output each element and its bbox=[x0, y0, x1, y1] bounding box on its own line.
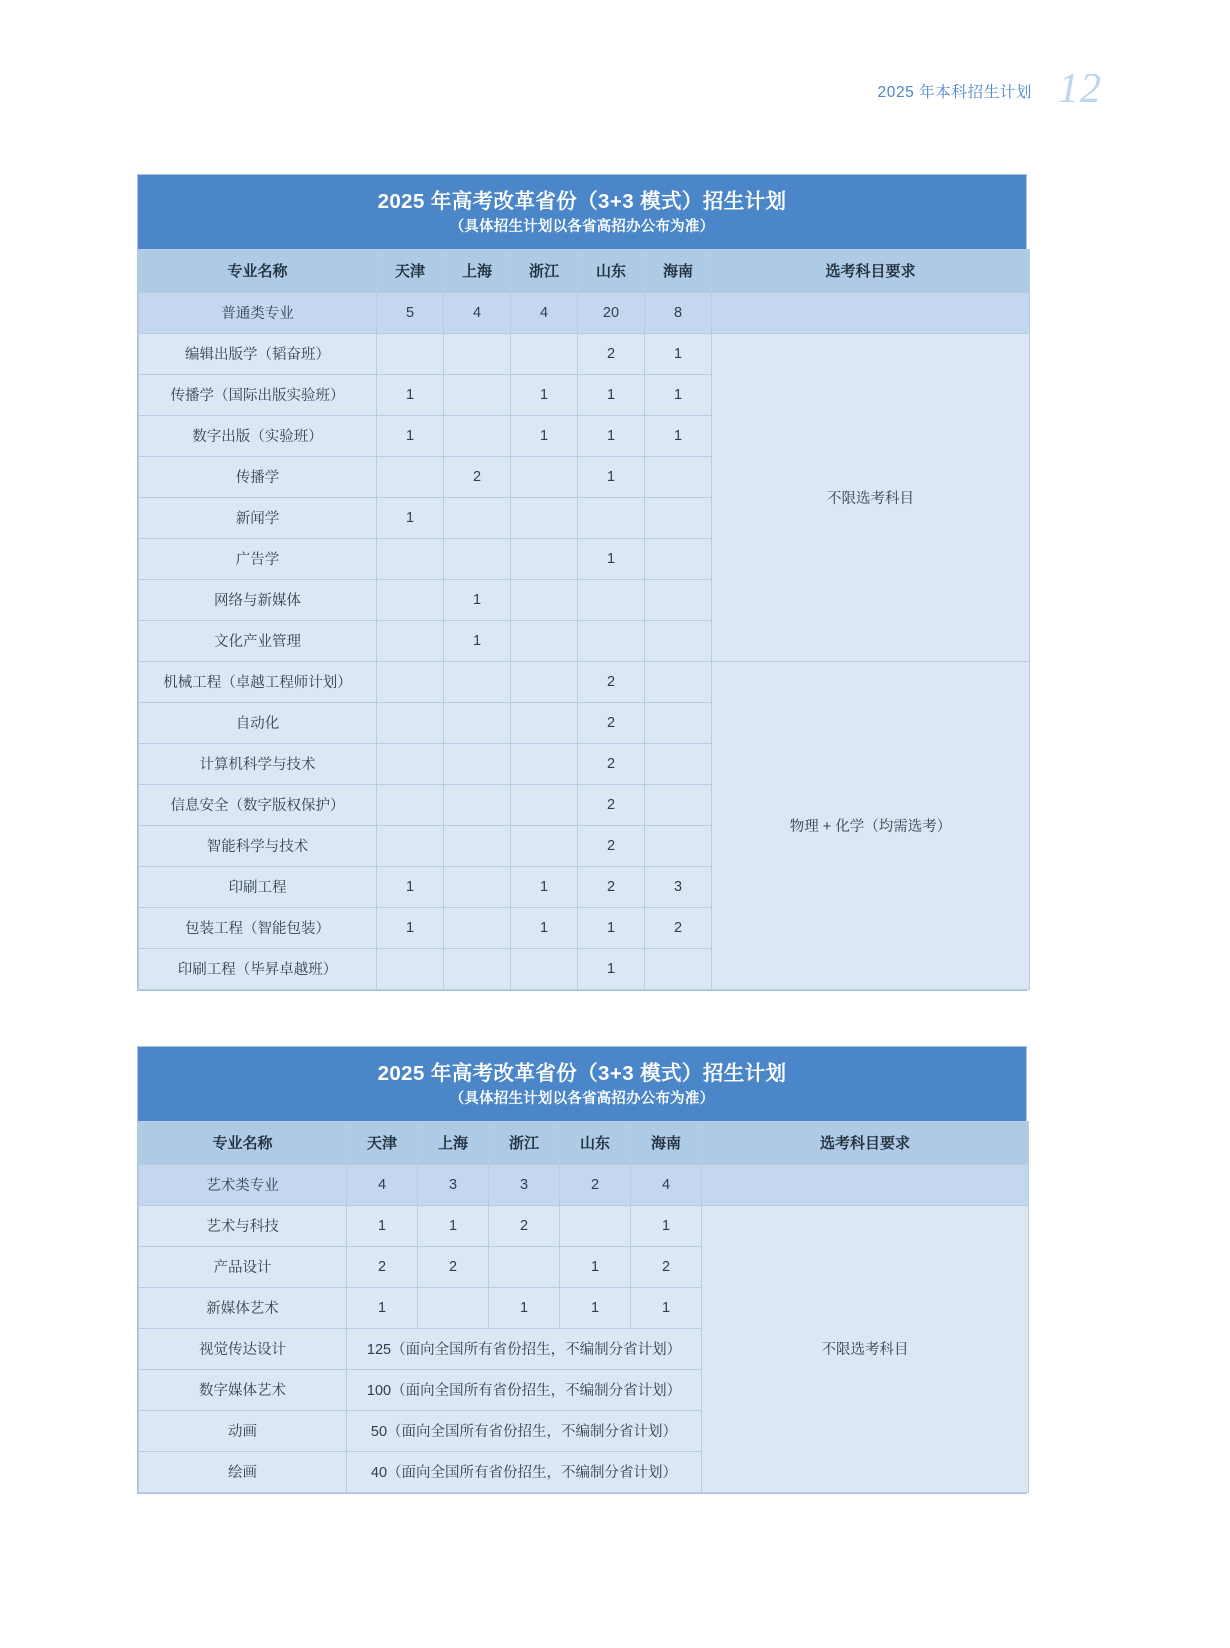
column-header-requirement: 选考科目要求 bbox=[712, 249, 1030, 292]
summary-hainan: 4 bbox=[631, 1164, 702, 1205]
cell-shandong: 1 bbox=[578, 948, 645, 989]
table-header-row bbox=[139, 249, 1030, 292]
cell-zhejiang: 1 bbox=[511, 415, 578, 456]
cell-shanghai bbox=[444, 702, 511, 743]
table-block-general-majors bbox=[137, 174, 1027, 991]
major-name: 机械工程（卓越工程师计划） bbox=[139, 661, 377, 702]
summary-zhejiang: 4 bbox=[511, 292, 578, 333]
cell-shanghai: 2 bbox=[418, 1246, 489, 1287]
cell-zhejiang: 2 bbox=[489, 1205, 560, 1246]
column-header-shandong: 山东 bbox=[578, 249, 645, 292]
major-name: 数字出版（实验班） bbox=[139, 415, 377, 456]
cell-zhejiang bbox=[511, 743, 578, 784]
cell-shanghai bbox=[444, 333, 511, 374]
summary-zhejiang: 3 bbox=[489, 1164, 560, 1205]
cell-hainan bbox=[645, 579, 712, 620]
cell-shanghai bbox=[444, 415, 511, 456]
major-name: 产品设计 bbox=[139, 1246, 347, 1287]
column-header-tianjin: 天津 bbox=[377, 249, 444, 292]
cell-zhejiang bbox=[511, 579, 578, 620]
table-title-1 bbox=[138, 175, 1026, 249]
cell-shandong: 1 bbox=[578, 374, 645, 415]
cell-shanghai bbox=[444, 866, 511, 907]
column-header-major: 专业名称 bbox=[139, 249, 377, 292]
cell-shanghai bbox=[444, 374, 511, 415]
column-header-zhejiang: 浙江 bbox=[511, 249, 578, 292]
cell-tianjin: 1 bbox=[377, 415, 444, 456]
cell-shandong: 2 bbox=[578, 702, 645, 743]
cell-shandong: 2 bbox=[578, 866, 645, 907]
cell-shandong bbox=[578, 497, 645, 538]
cell-tianjin bbox=[377, 661, 444, 702]
cell-shandong: 2 bbox=[578, 784, 645, 825]
cell-shandong bbox=[578, 579, 645, 620]
cell-tianjin: 1 bbox=[377, 866, 444, 907]
national-plan-note: 125（面向全国所有省份招生，不编制分省计划） bbox=[347, 1328, 702, 1369]
cell-shanghai bbox=[418, 1287, 489, 1328]
cell-shandong bbox=[560, 1205, 631, 1246]
cell-tianjin: 1 bbox=[377, 497, 444, 538]
cell-tianjin bbox=[377, 456, 444, 497]
cell-shandong: 2 bbox=[578, 825, 645, 866]
column-header-shanghai: 上海 bbox=[444, 249, 511, 292]
table-title-sub: （具体招生计划以各省高招办公布为准） bbox=[449, 1090, 715, 1107]
summary-tianjin: 4 bbox=[347, 1164, 418, 1205]
table-title-2 bbox=[138, 1047, 1026, 1121]
cell-tianjin bbox=[377, 743, 444, 784]
cell-tianjin: 2 bbox=[347, 1246, 418, 1287]
cell-tianjin bbox=[377, 579, 444, 620]
cell-hainan bbox=[645, 784, 712, 825]
major-name: 动画 bbox=[139, 1410, 347, 1451]
table-header-row bbox=[139, 1121, 1029, 1164]
cell-shanghai bbox=[444, 825, 511, 866]
cell-tianjin bbox=[377, 620, 444, 661]
cell-hainan: 2 bbox=[645, 907, 712, 948]
cell-hainan bbox=[645, 456, 712, 497]
cell-shandong: 2 bbox=[578, 743, 645, 784]
summary-shanghai: 3 bbox=[418, 1164, 489, 1205]
cell-zhejiang: 1 bbox=[511, 866, 578, 907]
requirement-cell-unrestricted: 不限选考科目 bbox=[712, 333, 1030, 661]
cell-tianjin bbox=[377, 538, 444, 579]
cell-zhejiang bbox=[511, 702, 578, 743]
cell-zhejiang bbox=[511, 661, 578, 702]
table-row bbox=[139, 661, 1030, 702]
major-name: 包装工程（智能包装） bbox=[139, 907, 377, 948]
major-name: 自动化 bbox=[139, 702, 377, 743]
cell-tianjin bbox=[377, 702, 444, 743]
cell-shandong: 2 bbox=[578, 333, 645, 374]
admission-plan-table-1 bbox=[138, 249, 1030, 990]
cell-hainan: 3 bbox=[645, 866, 712, 907]
table-row bbox=[139, 333, 1030, 374]
major-name: 编辑出版学（韬奋班） bbox=[139, 333, 377, 374]
cell-shandong bbox=[578, 620, 645, 661]
cell-hainan: 1 bbox=[645, 374, 712, 415]
requirement-cell-physics-chemistry: 物理 + 化学（均需选考） bbox=[712, 661, 1030, 989]
summary-hainan: 8 bbox=[645, 292, 712, 333]
table-title-sub: （具体招生计划以各省高招办公布为准） bbox=[449, 218, 715, 235]
cell-hainan: 1 bbox=[645, 333, 712, 374]
table-row bbox=[139, 1205, 1029, 1246]
cell-zhejiang bbox=[511, 497, 578, 538]
cell-shandong: 1 bbox=[560, 1246, 631, 1287]
cell-tianjin: 1 bbox=[377, 374, 444, 415]
national-plan-note: 50（面向全国所有省份招生，不编制分省计划） bbox=[347, 1410, 702, 1451]
cell-shanghai bbox=[444, 538, 511, 579]
cell-shanghai bbox=[444, 907, 511, 948]
cell-zhejiang bbox=[511, 825, 578, 866]
major-name: 智能科学与技术 bbox=[139, 825, 377, 866]
requirement-cell-unrestricted: 不限选考科目 bbox=[702, 1205, 1029, 1492]
cell-shanghai bbox=[444, 948, 511, 989]
column-header-shanghai: 上海 bbox=[418, 1121, 489, 1164]
major-name: 视觉传达设计 bbox=[139, 1328, 347, 1369]
cell-hainan bbox=[645, 538, 712, 579]
summary-label: 艺术类专业 bbox=[139, 1164, 347, 1205]
cell-shanghai bbox=[444, 743, 511, 784]
cell-zhejiang bbox=[511, 620, 578, 661]
cell-shandong: 2 bbox=[578, 661, 645, 702]
column-header-major: 专业名称 bbox=[139, 1121, 347, 1164]
table-title-main: 2025 年高考改革省份（3+3 模式）招生计划 bbox=[377, 190, 787, 213]
table-block-art-majors bbox=[137, 1046, 1027, 1494]
cell-zhejiang bbox=[511, 333, 578, 374]
cell-zhejiang bbox=[511, 784, 578, 825]
major-name: 印刷工程（毕昇卓越班） bbox=[139, 948, 377, 989]
cell-hainan bbox=[645, 702, 712, 743]
cell-shandong: 1 bbox=[578, 538, 645, 579]
cell-hainan bbox=[645, 948, 712, 989]
column-header-hainan: 海南 bbox=[631, 1121, 702, 1164]
major-name: 网络与新媒体 bbox=[139, 579, 377, 620]
cell-shanghai bbox=[444, 661, 511, 702]
major-name: 计算机科学与技术 bbox=[139, 743, 377, 784]
national-plan-note: 100（面向全国所有省份招生，不编制分省计划） bbox=[347, 1369, 702, 1410]
cell-shandong: 1 bbox=[560, 1287, 631, 1328]
cell-shanghai: 1 bbox=[418, 1205, 489, 1246]
major-name: 新闻学 bbox=[139, 497, 377, 538]
column-header-zhejiang: 浙江 bbox=[489, 1121, 560, 1164]
cell-hainan bbox=[645, 497, 712, 538]
cell-shanghai: 1 bbox=[444, 579, 511, 620]
major-name: 绘画 bbox=[139, 1451, 347, 1492]
cell-shandong: 1 bbox=[578, 907, 645, 948]
table-row-summary bbox=[139, 292, 1030, 333]
cell-hainan bbox=[645, 620, 712, 661]
cell-zhejiang bbox=[511, 538, 578, 579]
cell-zhejiang: 1 bbox=[511, 374, 578, 415]
national-plan-note: 40（面向全国所有省份招生，不编制分省计划） bbox=[347, 1451, 702, 1492]
cell-zhejiang bbox=[489, 1246, 560, 1287]
major-name: 传播学（国际出版实验班） bbox=[139, 374, 377, 415]
major-name: 数字媒体艺术 bbox=[139, 1369, 347, 1410]
major-name: 信息安全（数字版权保护） bbox=[139, 784, 377, 825]
column-header-tianjin: 天津 bbox=[347, 1121, 418, 1164]
cell-tianjin bbox=[377, 825, 444, 866]
cell-zhejiang bbox=[511, 456, 578, 497]
page-header bbox=[878, 68, 1103, 110]
column-header-shandong: 山东 bbox=[560, 1121, 631, 1164]
cell-hainan bbox=[645, 825, 712, 866]
admission-plan-table-2 bbox=[138, 1121, 1029, 1493]
cell-hainan: 1 bbox=[631, 1205, 702, 1246]
cell-tianjin: 1 bbox=[347, 1205, 418, 1246]
summary-requirement-blank bbox=[702, 1164, 1029, 1205]
major-name: 新媒体艺术 bbox=[139, 1287, 347, 1328]
page-header-title: 2025 年本科招生计划 bbox=[877, 83, 1032, 101]
cell-zhejiang bbox=[511, 948, 578, 989]
table-row-summary bbox=[139, 1164, 1029, 1205]
cell-shanghai bbox=[444, 784, 511, 825]
column-header-hainan: 海南 bbox=[645, 249, 712, 292]
cell-tianjin bbox=[377, 784, 444, 825]
cell-hainan: 1 bbox=[631, 1287, 702, 1328]
cell-tianjin bbox=[377, 948, 444, 989]
summary-shandong: 20 bbox=[578, 292, 645, 333]
summary-tianjin: 5 bbox=[377, 292, 444, 333]
major-name: 传播学 bbox=[139, 456, 377, 497]
cell-shandong: 1 bbox=[578, 415, 645, 456]
major-name: 印刷工程 bbox=[139, 866, 377, 907]
cell-hainan: 1 bbox=[645, 415, 712, 456]
cell-zhejiang: 1 bbox=[511, 907, 578, 948]
page-number: 12 bbox=[1058, 66, 1102, 112]
cell-tianjin: 1 bbox=[377, 907, 444, 948]
summary-requirement-blank bbox=[712, 292, 1030, 333]
cell-hainan bbox=[645, 743, 712, 784]
summary-label: 普通类专业 bbox=[139, 292, 377, 333]
cell-zhejiang: 1 bbox=[489, 1287, 560, 1328]
major-name: 艺术与科技 bbox=[139, 1205, 347, 1246]
cell-shandong: 1 bbox=[578, 456, 645, 497]
column-header-requirement: 选考科目要求 bbox=[702, 1121, 1029, 1164]
cell-shanghai bbox=[444, 497, 511, 538]
summary-shandong: 2 bbox=[560, 1164, 631, 1205]
table-title-main: 2025 年高考改革省份（3+3 模式）招生计划 bbox=[377, 1062, 787, 1085]
cell-hainan bbox=[645, 661, 712, 702]
major-name: 文化产业管理 bbox=[139, 620, 377, 661]
cell-tianjin: 1 bbox=[347, 1287, 418, 1328]
cell-tianjin bbox=[377, 333, 444, 374]
summary-shanghai: 4 bbox=[444, 292, 511, 333]
major-name: 广告学 bbox=[139, 538, 377, 579]
cell-hainan: 2 bbox=[631, 1246, 702, 1287]
cell-shanghai: 2 bbox=[444, 456, 511, 497]
cell-shanghai: 1 bbox=[444, 620, 511, 661]
